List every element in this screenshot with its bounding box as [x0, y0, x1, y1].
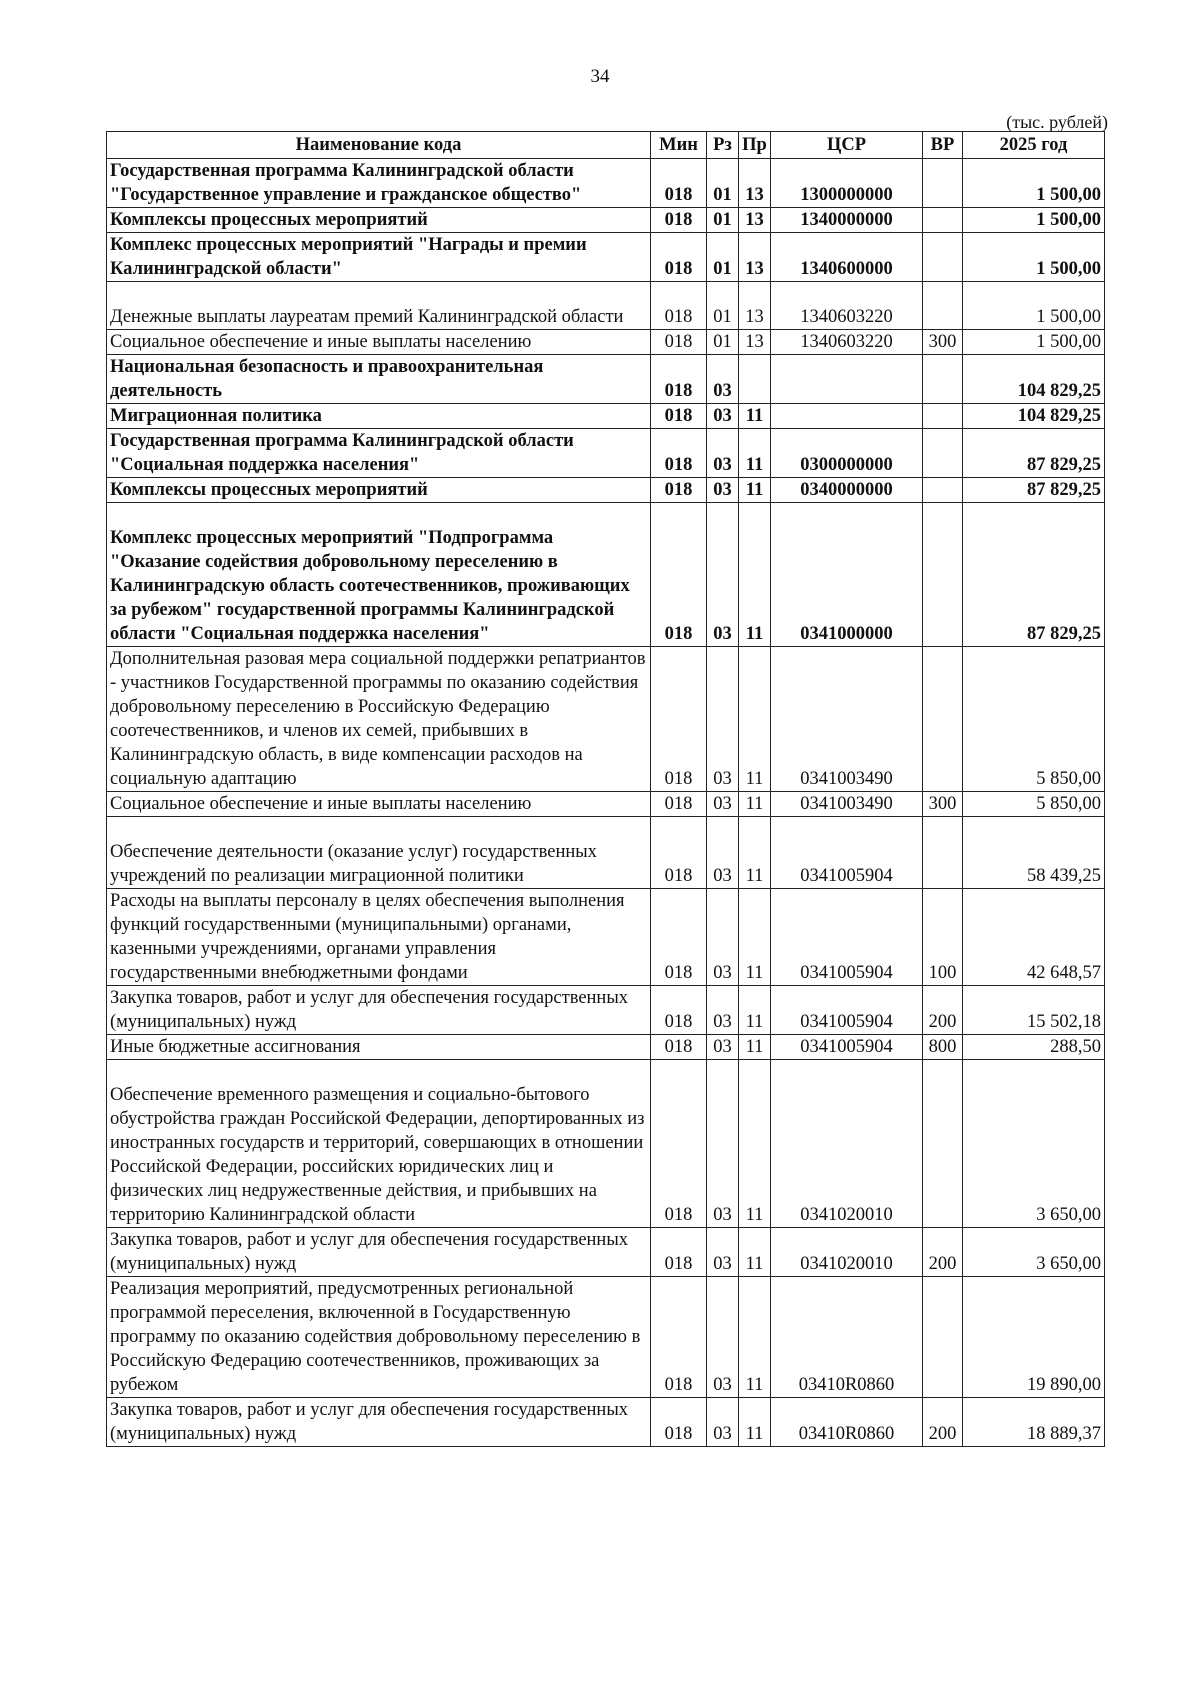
table-row: [107, 282, 1105, 330]
row-pr: [739, 355, 771, 404]
header-min: Мин: [651, 132, 707, 159]
row-rz: 03: [707, 889, 739, 986]
row-csr: [771, 404, 923, 429]
row-min: 018: [651, 503, 707, 647]
header-csr: ЦСР: [771, 132, 923, 159]
row-name: Денежные выплаты лауреатам премий Калининградской области: [107, 282, 651, 330]
row-min: 018: [651, 817, 707, 889]
row-amount: 87 829,25: [963, 429, 1105, 478]
row-rz: 03: [707, 817, 739, 889]
row-amount: 19 890,00: [963, 1277, 1105, 1398]
row-name: Миграционная политика: [107, 404, 651, 429]
row-pr: 11: [739, 404, 771, 429]
row-pr: 11: [739, 478, 771, 503]
row-csr: 0341005904: [771, 986, 923, 1035]
row-name: Комплексы процессных мероприятий: [107, 478, 651, 503]
row-name: Социальное обеспечение и иные выплаты населению: [107, 792, 651, 817]
row-name: Государственная программа Калининградской области "Государственное управление и гражданское общество": [107, 159, 651, 208]
row-csr: 03410R0860: [771, 1277, 923, 1398]
row-csr: 1340603220: [771, 282, 923, 330]
row-csr: 1340603220: [771, 330, 923, 355]
row-vr: [923, 282, 963, 330]
table-row: [107, 817, 1105, 889]
row-amount: 58 439,25: [963, 817, 1105, 889]
row-pr: 11: [739, 429, 771, 478]
table-row: [107, 478, 1105, 503]
row-rz: 01: [707, 282, 739, 330]
row-csr: 0341020010: [771, 1060, 923, 1228]
row-amount: 87 829,25: [963, 503, 1105, 647]
row-vr: [923, 404, 963, 429]
row-rz: 01: [707, 159, 739, 208]
row-name: Расходы на выплаты персоналу в целях обеспечения выполнения функций государственными (муниципальными) органами, казенными учреждениями, органами управления государственными внебюджетными фондами: [107, 889, 651, 986]
row-vr: 100: [923, 889, 963, 986]
row-min: 018: [651, 233, 707, 282]
row-name: Закупка товаров, работ и услуг для обеспечения государственных (муниципальных) нужд: [107, 1228, 651, 1277]
row-vr: [923, 233, 963, 282]
table-row: [107, 208, 1105, 233]
row-vr: 300: [923, 792, 963, 817]
row-amount: 15 502,18: [963, 986, 1105, 1035]
row-rz: 03: [707, 503, 739, 647]
row-csr: 0341005904: [771, 817, 923, 889]
table-row: [107, 1277, 1105, 1398]
table-row: [107, 1060, 1105, 1228]
row-amount: 3 650,00: [963, 1060, 1105, 1228]
row-pr: 11: [739, 647, 771, 792]
row-min: 018: [651, 986, 707, 1035]
budget-table: [106, 131, 1105, 1447]
row-rz: 03: [707, 1398, 739, 1447]
table-row: [107, 159, 1105, 208]
row-min: 018: [651, 404, 707, 429]
row-pr: 11: [739, 889, 771, 986]
row-name: Комплекс процессных мероприятий "Награды и премии Калининградской области": [107, 233, 651, 282]
row-pr: 11: [739, 1035, 771, 1060]
row-rz: 03: [707, 429, 739, 478]
row-pr: 11: [739, 817, 771, 889]
header-amount: 2025 год: [963, 132, 1105, 159]
row-csr: 0341005904: [771, 889, 923, 986]
row-csr: 1340000000: [771, 208, 923, 233]
table-row: [107, 1035, 1105, 1060]
row-rz: 03: [707, 355, 739, 404]
row-pr: 13: [739, 233, 771, 282]
table-row: [107, 330, 1105, 355]
table-row: [107, 986, 1105, 1035]
row-csr: 0341003490: [771, 792, 923, 817]
row-amount: 5 850,00: [963, 792, 1105, 817]
row-name: Обеспечение деятельности (оказание услуг) государственных учреждений по реализации миграционной политики: [107, 817, 651, 889]
row-csr: 0340000000: [771, 478, 923, 503]
row-csr: [771, 355, 923, 404]
table-row: [107, 355, 1105, 404]
row-vr: [923, 817, 963, 889]
row-min: 018: [651, 647, 707, 792]
row-vr: [923, 647, 963, 792]
row-amount: 1 500,00: [963, 208, 1105, 233]
row-min: 018: [651, 159, 707, 208]
table-header-row: [107, 132, 1105, 159]
header-pr: Пр: [739, 132, 771, 159]
row-min: 018: [651, 330, 707, 355]
table-row: [107, 1228, 1105, 1277]
header-vr: ВР: [923, 132, 963, 159]
row-name: Государственная программа Калининградской области "Социальная поддержка населения": [107, 429, 651, 478]
header-name: Наименование кода: [107, 132, 651, 159]
table-row: [107, 503, 1105, 647]
row-min: 018: [651, 1228, 707, 1277]
row-vr: 200: [923, 986, 963, 1035]
row-min: 018: [651, 282, 707, 330]
row-name: Комплекс процессных мероприятий "Подпрограмма "Оказание содействия добровольному переселению в Калининградскую область соотечественников, проживающих за рубежом" государственной программы Калининградской области "Социальная поддержка населения": [107, 503, 651, 647]
row-vr: [923, 429, 963, 478]
row-rz: 03: [707, 1228, 739, 1277]
row-rz: 01: [707, 208, 739, 233]
row-vr: 800: [923, 1035, 963, 1060]
row-amount: 3 650,00: [963, 1228, 1105, 1277]
row-vr: [923, 159, 963, 208]
row-pr: 11: [739, 1398, 771, 1447]
table-row: [107, 889, 1105, 986]
row-name: Национальная безопасность и правоохранительная деятельность: [107, 355, 651, 404]
row-vr: 300: [923, 330, 963, 355]
row-pr: 11: [739, 792, 771, 817]
row-csr: 1300000000: [771, 159, 923, 208]
row-min: 018: [651, 889, 707, 986]
row-pr: 13: [739, 330, 771, 355]
table-row: [107, 233, 1105, 282]
row-rz: 03: [707, 1035, 739, 1060]
row-rz: 03: [707, 478, 739, 503]
row-amount: 5 850,00: [963, 647, 1105, 792]
row-amount: 42 648,57: [963, 889, 1105, 986]
row-csr: 0341020010: [771, 1228, 923, 1277]
row-pr: 11: [739, 1277, 771, 1398]
row-vr: [923, 355, 963, 404]
row-vr: [923, 1060, 963, 1228]
table-row: [107, 404, 1105, 429]
row-vr: [923, 1277, 963, 1398]
row-pr: 11: [739, 1060, 771, 1228]
row-csr: 0341005904: [771, 1035, 923, 1060]
row-pr: 13: [739, 282, 771, 330]
row-amount: 1 500,00: [963, 233, 1105, 282]
row-vr: 200: [923, 1398, 963, 1447]
row-rz: 01: [707, 330, 739, 355]
row-name: Реализация мероприятий, предусмотренных региональной программой переселения, включенной в Государственную программу по оказанию содействия добровольному переселению в Российскую Федерацию соотечественников, проживающих за рубежом: [107, 1277, 651, 1398]
row-min: 018: [651, 355, 707, 404]
row-rz: 03: [707, 404, 739, 429]
row-name: Закупка товаров, работ и услуг для обеспечения государственных (муниципальных) нужд: [107, 986, 651, 1035]
row-name: Обеспечение временного размещения и социально-бытового обустройства граждан Российской Федерации, депортированных из иностранных государств и территорий, совершающих в отношении Российской Федерации, российских юридических лиц и физических лиц недружественные действия, и прибывших на территорию Калининградской области: [107, 1060, 651, 1228]
row-min: 018: [651, 429, 707, 478]
row-vr: [923, 208, 963, 233]
row-pr: 11: [739, 1228, 771, 1277]
row-amount: 1 500,00: [963, 159, 1105, 208]
row-name: Дополнительная разовая мера социальной поддержки репатриантов - участников Государственной программы по оказанию содействия добровольному переселению в Российскую Федерацию соотечественников, и членов их семей, прибывших в Калининградскую область, в виде компенсации расходов на социальную адаптацию: [107, 647, 651, 792]
row-csr: 03410R0860: [771, 1398, 923, 1447]
row-pr: 13: [739, 159, 771, 208]
row-amount: 1 500,00: [963, 282, 1105, 330]
row-min: 018: [651, 1277, 707, 1398]
row-pr: 13: [739, 208, 771, 233]
row-min: 018: [651, 208, 707, 233]
row-min: 018: [651, 1398, 707, 1447]
row-vr: [923, 478, 963, 503]
page-number: 34: [590, 66, 610, 87]
row-min: 018: [651, 1035, 707, 1060]
table-row: [107, 1398, 1105, 1447]
table-row: [107, 647, 1105, 792]
row-min: 018: [651, 1060, 707, 1228]
units-label: (тыс. рублей): [1006, 112, 1108, 132]
row-rz: 03: [707, 986, 739, 1035]
row-min: 018: [651, 478, 707, 503]
table-row: [107, 792, 1105, 817]
row-rz: 03: [707, 647, 739, 792]
row-vr: [923, 503, 963, 647]
row-csr: 0300000000: [771, 429, 923, 478]
row-name: Комплексы процессных мероприятий: [107, 208, 651, 233]
header-rz: Рз: [707, 132, 739, 159]
row-amount: 288,50: [963, 1035, 1105, 1060]
row-rz: 01: [707, 233, 739, 282]
row-amount: 18 889,37: [963, 1398, 1105, 1447]
row-name: Иные бюджетные ассигнования: [107, 1035, 651, 1060]
row-min: 018: [651, 792, 707, 817]
table-row: [107, 429, 1105, 478]
row-rz: 03: [707, 792, 739, 817]
row-amount: 104 829,25: [963, 404, 1105, 429]
row-pr: 11: [739, 503, 771, 647]
row-rz: 03: [707, 1277, 739, 1398]
row-rz: 03: [707, 1060, 739, 1228]
row-name: Закупка товаров, работ и услуг для обеспечения государственных (муниципальных) нужд: [107, 1398, 651, 1447]
row-csr: 0341003490: [771, 647, 923, 792]
row-csr: 0341000000: [771, 503, 923, 647]
row-amount: 104 829,25: [963, 355, 1105, 404]
row-name: Социальное обеспечение и иные выплаты населению: [107, 330, 651, 355]
row-pr: 11: [739, 986, 771, 1035]
row-amount: 87 829,25: [963, 478, 1105, 503]
row-csr: 1340600000: [771, 233, 923, 282]
row-vr: 200: [923, 1228, 963, 1277]
row-amount: 1 500,00: [963, 330, 1105, 355]
